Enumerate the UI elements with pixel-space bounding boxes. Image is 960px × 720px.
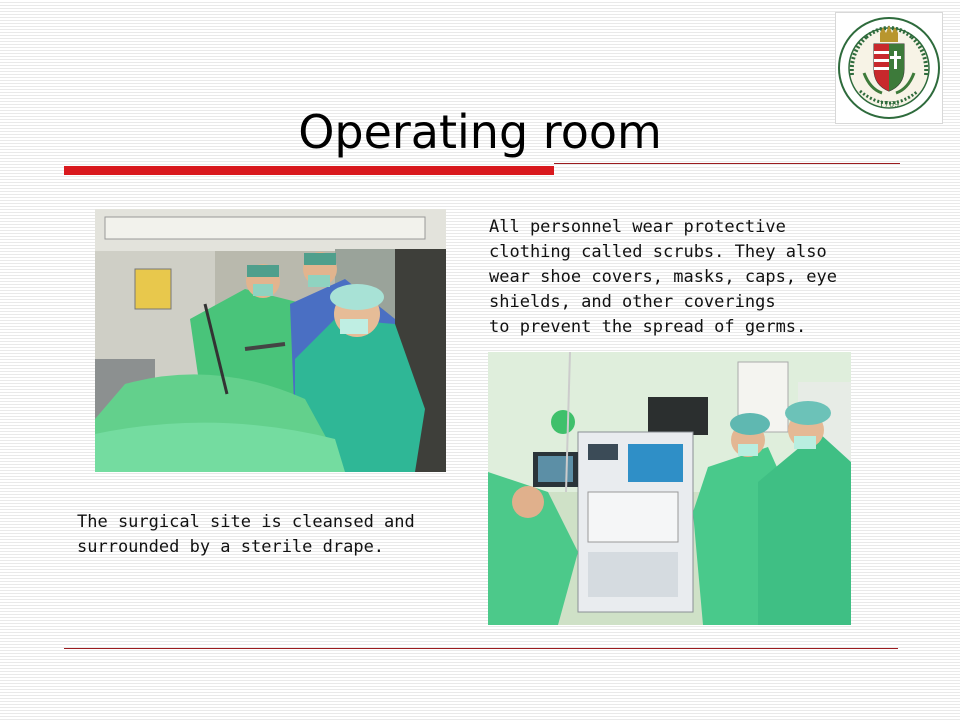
caption-line: clothing called scrubs. They also [489, 242, 827, 262]
caption-line: The surgical site is cleansed and [77, 512, 415, 532]
caption-line: surrounded by a sterile drape. [77, 537, 385, 557]
photo-anesthesia-team-and-equipment [488, 352, 851, 625]
caption-line: wear shoe covers, masks, caps, eye [489, 267, 837, 287]
caption-surgical-site [77, 510, 415, 560]
slide-title: Operating room [298, 105, 662, 159]
caption-line: shields, and other coverings [489, 292, 776, 312]
footer-divider [64, 648, 898, 649]
caption-line: to prevent the spread of germs. [489, 317, 807, 337]
caption-protective-clothing [489, 215, 837, 340]
seal-year: 1769 [878, 100, 900, 109]
title-underline-accent [64, 166, 554, 175]
caption-line: All personnel wear protective [489, 217, 786, 237]
title-underline-thin [554, 163, 900, 164]
photo-surgeons-at-operating-table [95, 209, 446, 472]
